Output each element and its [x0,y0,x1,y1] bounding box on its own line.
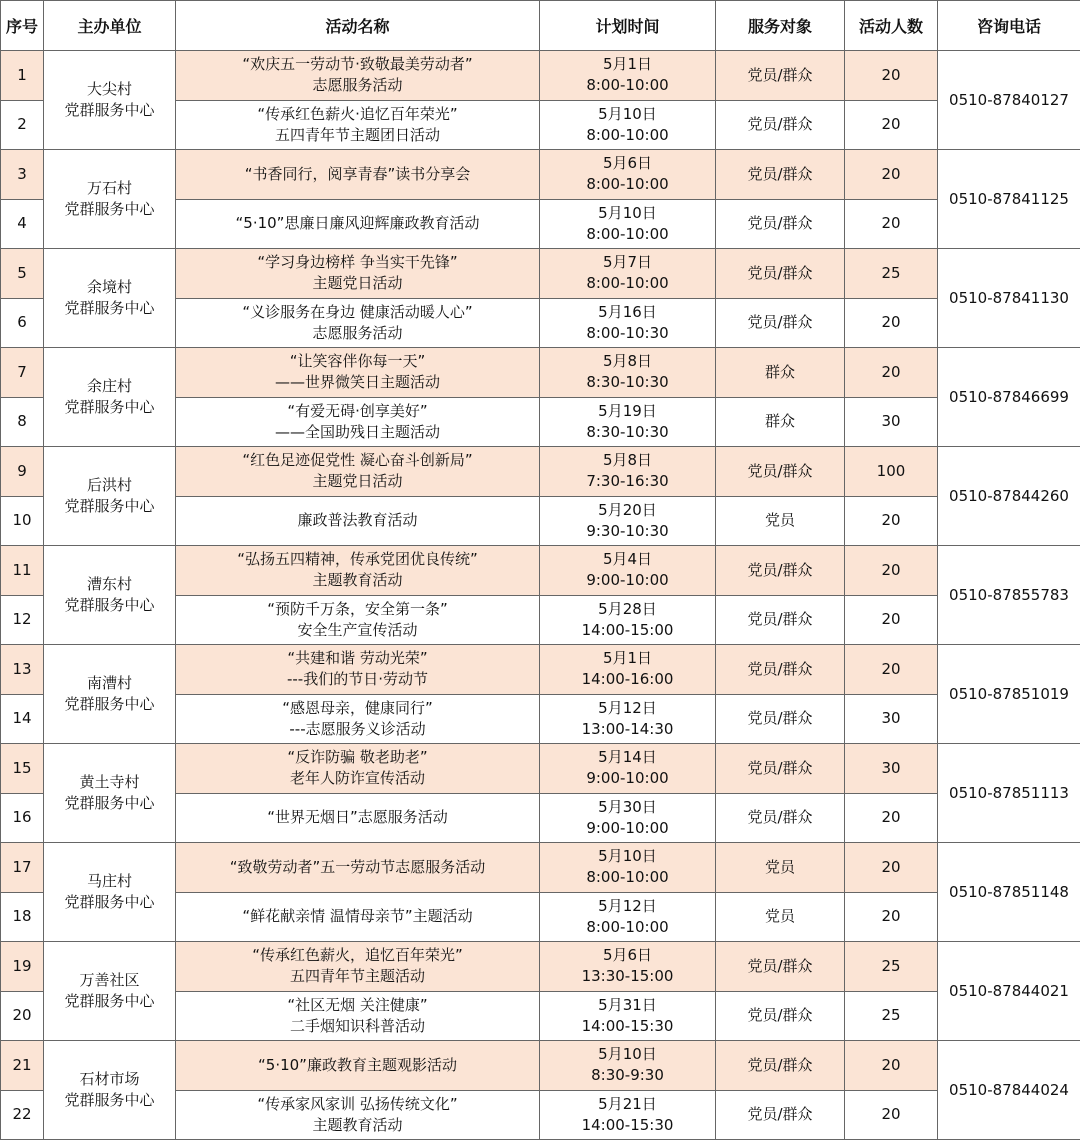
cell-activity-name [176,793,540,843]
cell-seq: 18 [1,892,44,942]
cell-activity-name-line: ---我们的节日·劳动节 [286,670,428,689]
cell-seq: 1 [1,51,44,101]
cell-service-target: 党员/群众 [716,199,845,249]
cell-organizer-line: 万石村 [86,179,132,197]
cell-seq: 22 [1,1090,44,1140]
cell-activity-name-line: “欢庆五一劳动节·致敬最美劳动者” [242,55,473,74]
cell-planned-time [540,694,716,744]
cell-service-target: 党员 [716,496,845,546]
cell-planned-time [540,249,716,299]
cell-activity-name [176,249,540,299]
cell-organizer [44,51,176,150]
cell-planned-time-line: 9:30-10:30 [586,521,669,540]
table-row [1,645,1080,695]
cell-planned-time [540,744,716,794]
cell-seq: 15 [1,744,44,794]
cell-planned-time [540,298,716,348]
cell-service-target: 党员/群众 [716,150,845,200]
cell-organizer-line: 万善社区 [79,971,140,989]
cell-organizer-line: 党群服务中心 [64,497,155,515]
cell-activity-name-line: 主题教育活动 [312,571,403,590]
cell-planned-time-line: 13:00-14:30 [581,719,674,738]
cell-organizer-line: 党群服务中心 [64,695,155,713]
cell-organizer-line: 石材市场 [79,1070,140,1088]
cell-planned-time-line: 5月4日 [602,550,653,569]
cell-contact-phone: 0510-87844260 [938,447,1080,546]
cell-activity-name-line: “5·10”廉政教育主题观影活动 [258,1055,457,1074]
header-seq: 序号 [1,1,44,51]
cell-activity-name-line: ——世界微笑日主题活动 [274,373,440,392]
cell-planned-time-line: 9:00-10:00 [586,571,669,590]
cell-organizer-line: 黄土寺村 [79,773,140,791]
cell-activity-name [176,991,540,1041]
cell-organizer [44,843,176,942]
cell-planned-time-line: 5月30日 [598,797,657,816]
cell-activity-name [176,348,540,398]
cell-planned-time-line: 13:30-15:00 [581,967,674,986]
cell-planned-time-line: 5月10日 [598,203,657,222]
cell-planned-time-line: 5月10日 [598,1045,657,1064]
cell-planned-time [540,199,716,249]
cell-planned-time-line: 14:00-15:00 [581,620,674,639]
cell-planned-time [540,150,716,200]
cell-service-target: 党员/群众 [716,942,845,992]
cell-service-target: 党员/群众 [716,51,845,101]
cell-participant-count: 20 [845,546,938,596]
cell-seq: 11 [1,546,44,596]
cell-planned-time-line: 8:00-10:00 [586,274,669,293]
header-phone: 咨询电话 [938,1,1080,51]
table-row [1,51,1080,101]
header-target: 服务对象 [716,1,845,51]
cell-service-target: 党员/群众 [716,991,845,1041]
cell-service-target: 党员/群众 [716,298,845,348]
cell-participant-count: 20 [845,1090,938,1140]
cell-participant-count: 20 [845,645,938,695]
cell-seq: 21 [1,1041,44,1091]
header-name: 活动名称 [176,1,540,51]
cell-seq: 5 [1,249,44,299]
cell-activity-name [176,397,540,447]
cell-organizer-line: 余庄村 [86,377,132,395]
cell-planned-time-line: 5月1日 [602,55,653,74]
cell-planned-time-line: 5月12日 [598,896,657,915]
cell-activity-name-line: 主题党日活动 [312,274,403,293]
cell-organizer-line: 党群服务中心 [64,200,155,218]
cell-activity-name-line: “反诈防骗 敬老助老” [287,748,428,767]
table-body [1,51,1080,1140]
header-row [1,1,1080,51]
cell-seq: 2 [1,100,44,150]
cell-planned-time-line: 14:00-15:30 [581,1016,674,1035]
cell-organizer-line: 党群服务中心 [64,893,155,911]
cell-planned-time-line: 5月28日 [598,599,657,618]
cell-activity-name [176,496,540,546]
cell-organizer-line: 党群服务中心 [64,596,155,614]
cell-organizer-line: 党群服务中心 [64,794,155,812]
cell-activity-name-line: “世界无烟日”志愿服务活动 [267,808,448,827]
cell-service-target: 党员/群众 [716,249,845,299]
cell-seq: 10 [1,496,44,546]
table-row [1,1041,1080,1091]
cell-activity-name-line: 安全生产宣传活动 [297,620,418,639]
cell-activity-name-line: 主题党日活动 [312,472,403,491]
cell-activity-name-line: 志愿服务活动 [312,76,403,95]
cell-contact-phone: 0510-87844024 [938,1041,1080,1140]
table-row [1,348,1080,398]
cell-service-target: 党员 [716,892,845,942]
cell-organizer-line: 党群服务中心 [64,1091,155,1109]
cell-seq: 8 [1,397,44,447]
cell-participant-count: 20 [845,348,938,398]
cell-service-target: 党员/群众 [716,595,845,645]
cell-contact-phone: 0510-87841125 [938,150,1080,249]
cell-planned-time-line: 14:00-15:30 [581,1115,674,1134]
cell-activity-name-line: ---志愿服务义诊活动 [289,719,426,738]
cell-planned-time-line: 5月8日 [602,451,653,470]
cell-activity-name-line: 廉政普法教育活动 [297,511,418,530]
cell-organizer [44,744,176,843]
cell-planned-time-line: 8:00-10:00 [586,868,669,887]
table-row [1,447,1080,497]
cell-planned-time-line: 14:00-16:00 [581,670,674,689]
cell-planned-time [540,1041,716,1091]
cell-activity-name-line: “感恩母亲，健康同行” [282,698,433,717]
cell-activity-name [176,546,540,596]
cell-participant-count: 20 [845,843,938,893]
cell-seq: 3 [1,150,44,200]
cell-activity-name [176,150,540,200]
cell-planned-time [540,1090,716,1140]
cell-organizer-line: 余境村 [86,278,132,296]
cell-seq: 17 [1,843,44,893]
cell-activity-name [176,744,540,794]
cell-planned-time-line: 5月6日 [602,946,653,965]
cell-activity-name [176,595,540,645]
cell-planned-time-line: 8:00-10:00 [586,76,669,95]
cell-planned-time-line: 9:00-10:00 [586,818,669,837]
cell-planned-time-line: 5月10日 [598,847,657,866]
cell-activity-name [176,892,540,942]
cell-service-target: 党员/群众 [716,100,845,150]
cell-participant-count: 30 [845,397,938,447]
cell-participant-count: 20 [845,298,938,348]
cell-organizer [44,249,176,348]
cell-activity-name-line: 五四青年节主题团日活动 [274,125,440,144]
cell-participant-count: 20 [845,199,938,249]
cell-activity-name-line: “社区无烟 关注健康” [287,995,428,1014]
cell-organizer-line: 党群服务中心 [64,101,155,119]
cell-activity-name-line: “致敬劳动者”五一劳动节志愿服务活动 [229,857,486,876]
cell-planned-time-line: 5月7日 [602,253,653,272]
cell-activity-name [176,843,540,893]
cell-contact-phone: 0510-87855783 [938,546,1080,645]
cell-organizer-line: 南漕村 [86,674,132,692]
cell-planned-time-line: 5月31日 [598,995,657,1014]
cell-seq: 6 [1,298,44,348]
cell-planned-time-line: 5月6日 [602,154,653,173]
cell-activity-name-line: “传承家风家训 弘扬传统文化” [257,1094,458,1113]
cell-planned-time-line: 8:00-10:00 [586,917,669,936]
cell-organizer-line: 党群服务中心 [64,992,155,1010]
cell-activity-name [176,1041,540,1091]
cell-seq: 12 [1,595,44,645]
cell-activity-name-line: “红色足迹促党性 凝心奋斗创新局” [242,451,473,470]
cell-contact-phone: 0510-87851113 [938,744,1080,843]
cell-contact-phone: 0510-87844021 [938,942,1080,1041]
cell-activity-name-line: “传承红色薪火，追忆百年荣光” [252,946,463,965]
cell-participant-count: 20 [845,496,938,546]
cell-participant-count: 20 [845,793,938,843]
cell-planned-time [540,496,716,546]
cell-organizer-line: 漕东村 [86,575,132,593]
cell-service-target: 群众 [716,397,845,447]
cell-organizer [44,1041,176,1140]
cell-planned-time-line: 5月19日 [598,401,657,420]
cell-activity-name-line: 五四青年节主题活动 [289,967,425,986]
cell-organizer [44,150,176,249]
cell-planned-time [540,447,716,497]
cell-activity-name [176,447,540,497]
cell-planned-time-line: 5月14日 [598,748,657,767]
cell-service-target: 群众 [716,348,845,398]
cell-seq: 19 [1,942,44,992]
cell-activity-name-line: 志愿服务活动 [312,323,403,342]
table-row [1,249,1080,299]
cell-seq: 7 [1,348,44,398]
cell-activity-name-line: “预防千万条，安全第一条” [267,599,448,618]
cell-activity-name-line: “鲜花献亲情 温情母亲节”主题活动 [242,907,473,926]
header-org: 主办单位 [44,1,176,51]
cell-seq: 20 [1,991,44,1041]
cell-contact-phone: 0510-87851148 [938,843,1080,942]
cell-planned-time [540,645,716,695]
cell-service-target: 党员/群众 [716,793,845,843]
cell-participant-count: 30 [845,744,938,794]
cell-activity-name-line: “弘扬五四精神，传承党团优良传统” [237,550,478,569]
header-count: 活动人数 [845,1,938,51]
cell-activity-name [176,298,540,348]
cell-service-target: 党员/群众 [716,744,845,794]
cell-organizer [44,942,176,1041]
cell-activity-name-line: ——全国助残日主题活动 [274,422,440,441]
cell-activity-name-line: “义诊服务在身边 健康活动暖人心” [242,302,473,321]
cell-planned-time-line: 9:00-10:00 [586,769,669,788]
cell-activity-name [176,51,540,101]
cell-planned-time [540,793,716,843]
table-row [1,546,1080,596]
cell-participant-count: 20 [845,595,938,645]
cell-activity-name [176,942,540,992]
table-row [1,843,1080,893]
cell-planned-time [540,397,716,447]
cell-participant-count: 25 [845,942,938,992]
cell-planned-time-line: 8:00-10:00 [586,125,669,144]
cell-organizer-line: 马庄村 [86,872,132,890]
cell-seq: 16 [1,793,44,843]
cell-participant-count: 25 [845,991,938,1041]
cell-organizer [44,348,176,447]
cell-participant-count: 25 [845,249,938,299]
cell-planned-time-line: 5月12日 [598,698,657,717]
cell-activity-name-line: “共建和谐 劳动光荣” [287,649,428,668]
cell-planned-time-line: 7:30-16:30 [586,472,669,491]
cell-planned-time-line: 8:00-10:30 [586,323,669,342]
table-row [1,744,1080,794]
cell-service-target: 党员 [716,843,845,893]
cell-participant-count: 20 [845,51,938,101]
cell-participant-count: 20 [845,100,938,150]
cell-service-target: 党员/群众 [716,694,845,744]
cell-service-target: 党员/群众 [716,1090,845,1140]
cell-planned-time [540,843,716,893]
cell-contact-phone: 0510-87841130 [938,249,1080,348]
cell-organizer-line: 党群服务中心 [64,299,155,317]
cell-activity-name [176,694,540,744]
cell-organizer-line: 党群服务中心 [64,398,155,416]
cell-activity-name-line: “5·10”思廉日廉风迎辉廉政教育活动 [235,214,480,233]
cell-participant-count: 20 [845,1041,938,1091]
cell-planned-time-line: 8:00-10:00 [586,224,669,243]
cell-planned-time-line: 5月16日 [598,302,657,321]
cell-activity-name-line: 主题教育活动 [312,1115,403,1134]
cell-seq: 14 [1,694,44,744]
cell-activity-name-line: “传承红色薪火·追忆百年荣光” [257,104,458,123]
cell-planned-time [540,546,716,596]
cell-planned-time-line: 8:30-10:30 [586,422,669,441]
cell-planned-time-line: 8:00-10:00 [586,175,669,194]
cell-planned-time-line: 8:30-10:30 [586,373,669,392]
cell-planned-time-line: 5月20日 [598,500,657,519]
cell-planned-time [540,51,716,101]
cell-seq: 9 [1,447,44,497]
table-row [1,942,1080,992]
cell-participant-count: 20 [845,150,938,200]
cell-activity-name [176,100,540,150]
cell-planned-time [540,942,716,992]
cell-service-target: 党员/群众 [716,645,845,695]
cell-planned-time [540,991,716,1041]
header-time: 计划时间 [540,1,716,51]
cell-planned-time [540,892,716,942]
table-row [1,150,1080,200]
cell-planned-time-line: 5月8日 [602,352,653,371]
cell-participant-count: 100 [845,447,938,497]
cell-organizer [44,546,176,645]
cell-service-target: 党员/群众 [716,447,845,497]
cell-planned-time [540,100,716,150]
cell-service-target: 党员/群众 [716,1041,845,1091]
cell-activity-name-line: “书香同行，阅享青春”读书分享会 [244,164,471,183]
cell-planned-time [540,595,716,645]
cell-planned-time-line: 5月1日 [602,649,653,668]
cell-activity-name [176,1090,540,1140]
cell-activity-name-line: 二手烟知识科普活动 [289,1016,425,1035]
cell-organizer [44,645,176,744]
cell-participant-count: 20 [845,892,938,942]
cell-activity-name [176,199,540,249]
cell-planned-time-line: 5月21日 [598,1094,657,1113]
cell-activity-name-line: “让笑容伴你每一天” [289,352,426,371]
cell-organizer-line: 大尖村 [86,80,132,98]
cell-planned-time [540,348,716,398]
cell-activity-name-line: “学习身边榜样 争当实干先锋” [257,253,458,272]
cell-seq: 4 [1,199,44,249]
cell-activity-name-line: “有爱无碍·创享美好” [287,401,428,420]
cell-participant-count: 30 [845,694,938,744]
cell-contact-phone: 0510-87840127 [938,51,1080,150]
cell-contact-phone: 0510-87846699 [938,348,1080,447]
cell-contact-phone: 0510-87851019 [938,645,1080,744]
cell-planned-time-line: 5月10日 [598,104,657,123]
cell-activity-name-line: 老年人防诈宣传活动 [289,769,425,788]
cell-planned-time-line: 8:30-9:30 [591,1066,664,1085]
cell-organizer-line: 后洪村 [86,476,132,494]
cell-seq: 13 [1,645,44,695]
cell-service-target: 党员/群众 [716,546,845,596]
cell-activity-name [176,645,540,695]
cell-organizer [44,447,176,546]
